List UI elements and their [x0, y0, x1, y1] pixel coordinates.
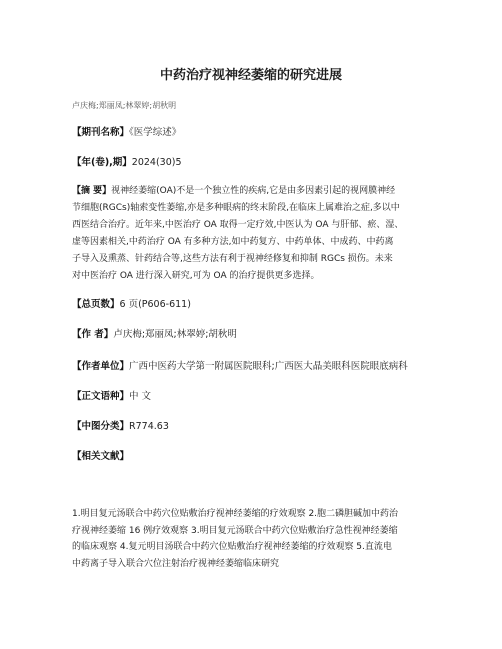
year-issue-field: [72, 154, 182, 168]
journal-value: 《医学综述》: [129, 127, 182, 138]
clc-label: 【中图分类】: [72, 421, 130, 432]
related-line: 的临床观察 4.复元明目汤联合中药穴位贴敷治疗视神经萎缩的疗效观察 5.直流电: [72, 542, 392, 552]
language-label: 【正文语种】: [72, 391, 130, 402]
affiliation-label: 【作者单位】: [72, 361, 130, 372]
abstract-line: 节细胞(RGCs)轴索变性萎缩,亦是多种眼病的终末阶段,在临床上属难治之症,多以中: [72, 203, 400, 213]
journal-label: 【期刊名称】: [72, 127, 130, 138]
affiliation-value: 广西中医药大学第一附属医院眼科;广西医大晶美眼科医院眼底病科: [129, 361, 408, 372]
abstract-line: 子导入及熏蒸、针药结合等,这些方法有利于视神经修复和抑制 RGCs 损伤。未来: [72, 254, 393, 264]
year-issue-value: 2024(30)5: [131, 157, 182, 168]
clc-field: [72, 418, 169, 432]
clc-value: R774.63: [129, 421, 169, 432]
authors-field: [72, 326, 237, 340]
language-value: 中 文: [129, 391, 152, 402]
authors-value: 卢庆梅;郑丽凤;林翠婷;胡秋明: [113, 329, 237, 340]
related-line: 1.明目复元汤联合中药穴位贴敷治疗视神经萎缩的疗效观察 2.胞二磷胆碱加中药治: [72, 509, 399, 519]
abstract-line: 对中医治疗 OA 进行深入研究,可为 OA 的治疗提供更多选择。: [72, 271, 320, 281]
pages-value: 6 页(P606-611): [119, 299, 191, 310]
pages-label: 【总页数】: [72, 299, 120, 310]
related-heading: [72, 448, 129, 462]
abstract-label: 【摘 要】: [72, 186, 112, 196]
language-field: [72, 388, 151, 402]
journal-field: [72, 124, 181, 138]
abstract-line: 西医结合治疗。近年来,中医治疗 OA 取得一定疗效,中医认为 OA 与肝郁、瘀、湿、: [72, 220, 404, 230]
article-title: 中药治疗视神经萎缩的研究进展: [159, 68, 342, 83]
abstract-block: [72, 183, 440, 285]
related-label: 【相关文献】: [72, 451, 130, 462]
affiliation-field: [72, 358, 408, 372]
related-line: 中药离子导入联合穴位注射治疗视神经萎缩临床研究: [72, 558, 280, 569]
abstract-line: 【摘 要】视神经萎缩(OA)不是一个独立性的疾病,它是由多因素引起的视网膜神经: [72, 186, 396, 196]
pages-field: [72, 296, 191, 310]
abstract-line: 虚等因素相关,中药治疗 OA 有多种方法,如中药复方、中药单体、中成药、中药离: [72, 237, 394, 247]
year-issue-label: 【年(卷),期】: [72, 157, 132, 168]
authors-label: 【作 者】: [72, 329, 114, 340]
related-line: 疗视神经萎缩 16 例疗效观察 3.明目复元汤联合中药穴位贴敷治疗急性视神经萎缩: [72, 525, 398, 536]
related-list: [72, 506, 440, 572]
author-line: 卢庆梅;郑丽凤;林翠婷;胡秋明: [72, 101, 177, 110]
